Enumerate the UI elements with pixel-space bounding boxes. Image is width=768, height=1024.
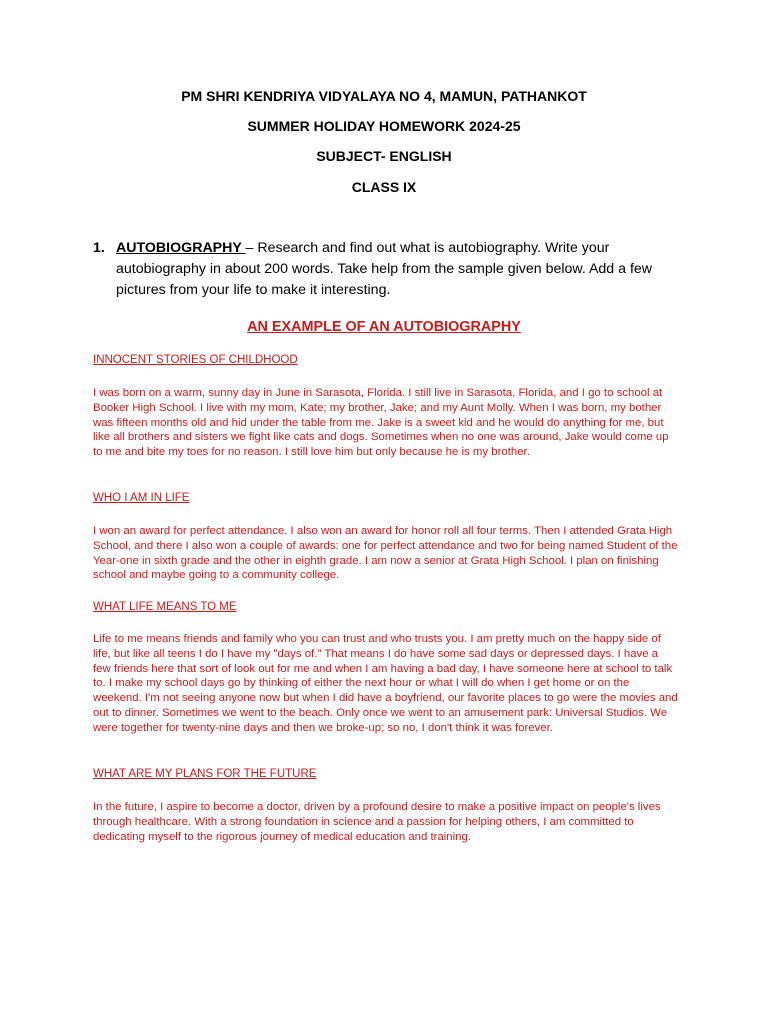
section-heading-who-i-am: WHO I AM IN LIFE [93, 492, 190, 504]
task-body [116, 238, 673, 301]
task-instructions: – Research and find out what is autobiography. Write your autobiography in about 200 words. Take help from the sample given below. Add a few pictures from your life to make it interesting. [116, 240, 653, 298]
task-number: 1. [93, 240, 105, 256]
school-name: PM SHRI KENDRIYA VIDYALAYA NO 4, MAMUN, PATHANKOT [181, 88, 587, 104]
section-heading-childhood: INNOCENT STORIES OF CHILDHOOD [93, 354, 298, 366]
section-heading-life-means: WHAT LIFE MEANS TO ME [93, 601, 237, 613]
section-text-who-i-am: I won an award for perfect attendance. I also won an award for honor roll all four terms. Then I attended Grata High School, and there I also won a couple of awards: one for perfect attendance and two for being named Student of the Year-one in sixth grade and the other in eighth grade. I am now a senior at Grata High School. I plan on finishing school and maybe going to a community college. [93, 525, 678, 582]
class-line: CLASS IX [351, 179, 417, 195]
task-item [93, 238, 673, 301]
section-text-childhood: I was born on a warm, sunny day in June in Sarasota, Florida. I still live in Sarasota, Florida, and I go to school at Booker High School. I live with my mom, Kate; my brother, Jake; and my Aunt Molly. When I was born, my bother was fifteen months old and hid under the table from me. Jake is a sweet kid and he would do anything for me, but like all brothers and sisters we fight like cats and dogs. Sometimes when no one was around, Jake would come up to me and bite my toes for no reason. I still love him but only because he is my brother. [93, 387, 669, 459]
section-text-life-means: Life to me means friends and family who you can trust and who trusts you. I am pretty much on the happy side of life, but like all teens I do I have my "days of." That means I do have some sad days or depressed days. I have a few friends here that sort of look out for me and when I am having a bad day, I have someone here at school to talk to. I make my school days go by thinking of either the next hour or what I will do when I get home or on the weekend. I'm not seeing anyone now but when I did have a boyfriend, our favorite places to go were the movies and out to dinner. Sometimes we went to the beach. Only once we went to an amusement park: Universal Studios. We were together for twenty-nine days and then we broke-up; so no, I don't think it was forever. [93, 633, 678, 734]
section-heading-future-plans: WHAT ARE MY PLANS FOR THE FUTURE [93, 768, 317, 780]
section-text-future-plans: In the future, I aspire to become a doctor, driven by a profound desire to make a positive impact on people's lives through healthcare. With a strong foundation in science and a passion for helping others, I am committed to dedicating myself to the rigorous journey of medical education and training. [93, 801, 661, 843]
task-title: AUTOBIOGRAPHY [116, 240, 246, 256]
example-title: AN EXAMPLE OF AN AUTOBIOGRAPHY [247, 319, 521, 335]
subject-line: SUBJECT- ENGLISH [316, 148, 452, 164]
homework-title: SUMMER HOLIDAY HOMEWORK 2024-25 [247, 118, 521, 134]
